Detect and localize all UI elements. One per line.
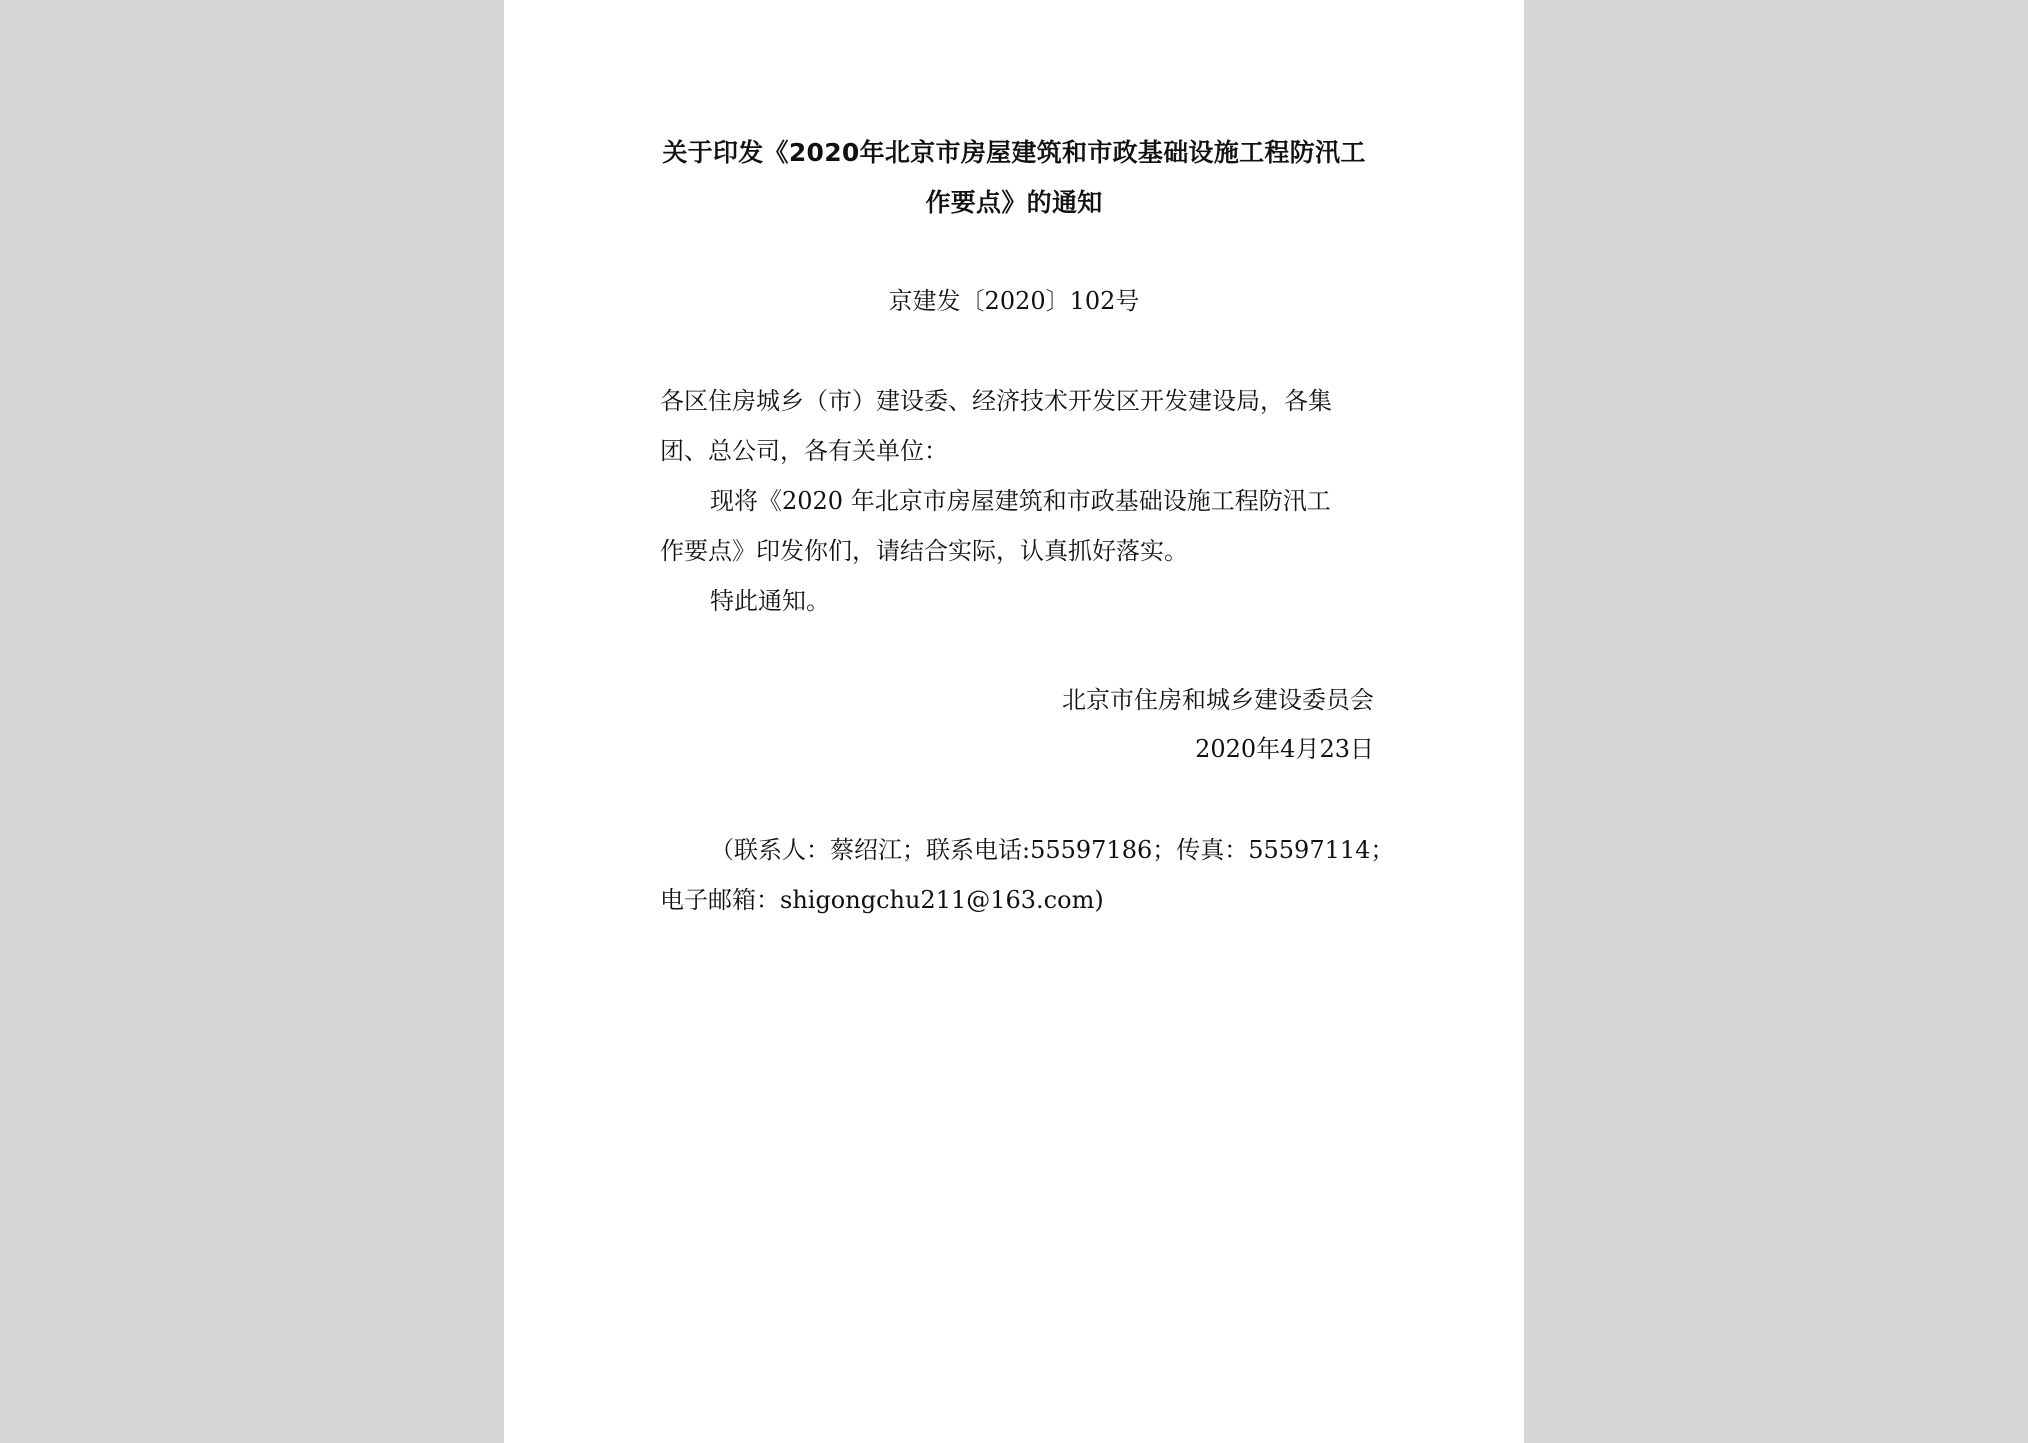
document-title-line-2: 作要点》的通知	[925, 188, 1103, 217]
document-page	[504, 0, 1524, 1443]
issuer-name: 北京市住房和城乡建设委员会	[1062, 686, 1374, 714]
contact-line-2: 电子邮箱：shigongchu211@163.com)	[660, 886, 1104, 914]
recipients-line-1: 各区住房城乡（市）建设委、经济技术开发区开发建设局，各集	[660, 387, 1332, 415]
recipients-line-2: 团、总公司，各有关单位：	[660, 437, 948, 465]
issue-date: 2020年4月23日	[1195, 735, 1374, 763]
body-paragraph-line-2: 作要点》印发你们，请结合实际，认真抓好落实。	[660, 537, 1188, 565]
document-number: 京建发〔2020〕102号	[888, 287, 1140, 315]
closing-text: 特此通知。	[710, 587, 830, 615]
document-title-line-1: 关于印发《2020年北京市房屋建筑和市政基础设施工程防汛工	[662, 138, 1366, 167]
contact-line-1: （联系人：蔡绍江；联系电话:55597186；传真：55597114；	[710, 836, 1395, 864]
body-paragraph-line-1: 现将《2020 年北京市房屋建筑和市政基础设施工程防汛工	[710, 487, 1331, 515]
